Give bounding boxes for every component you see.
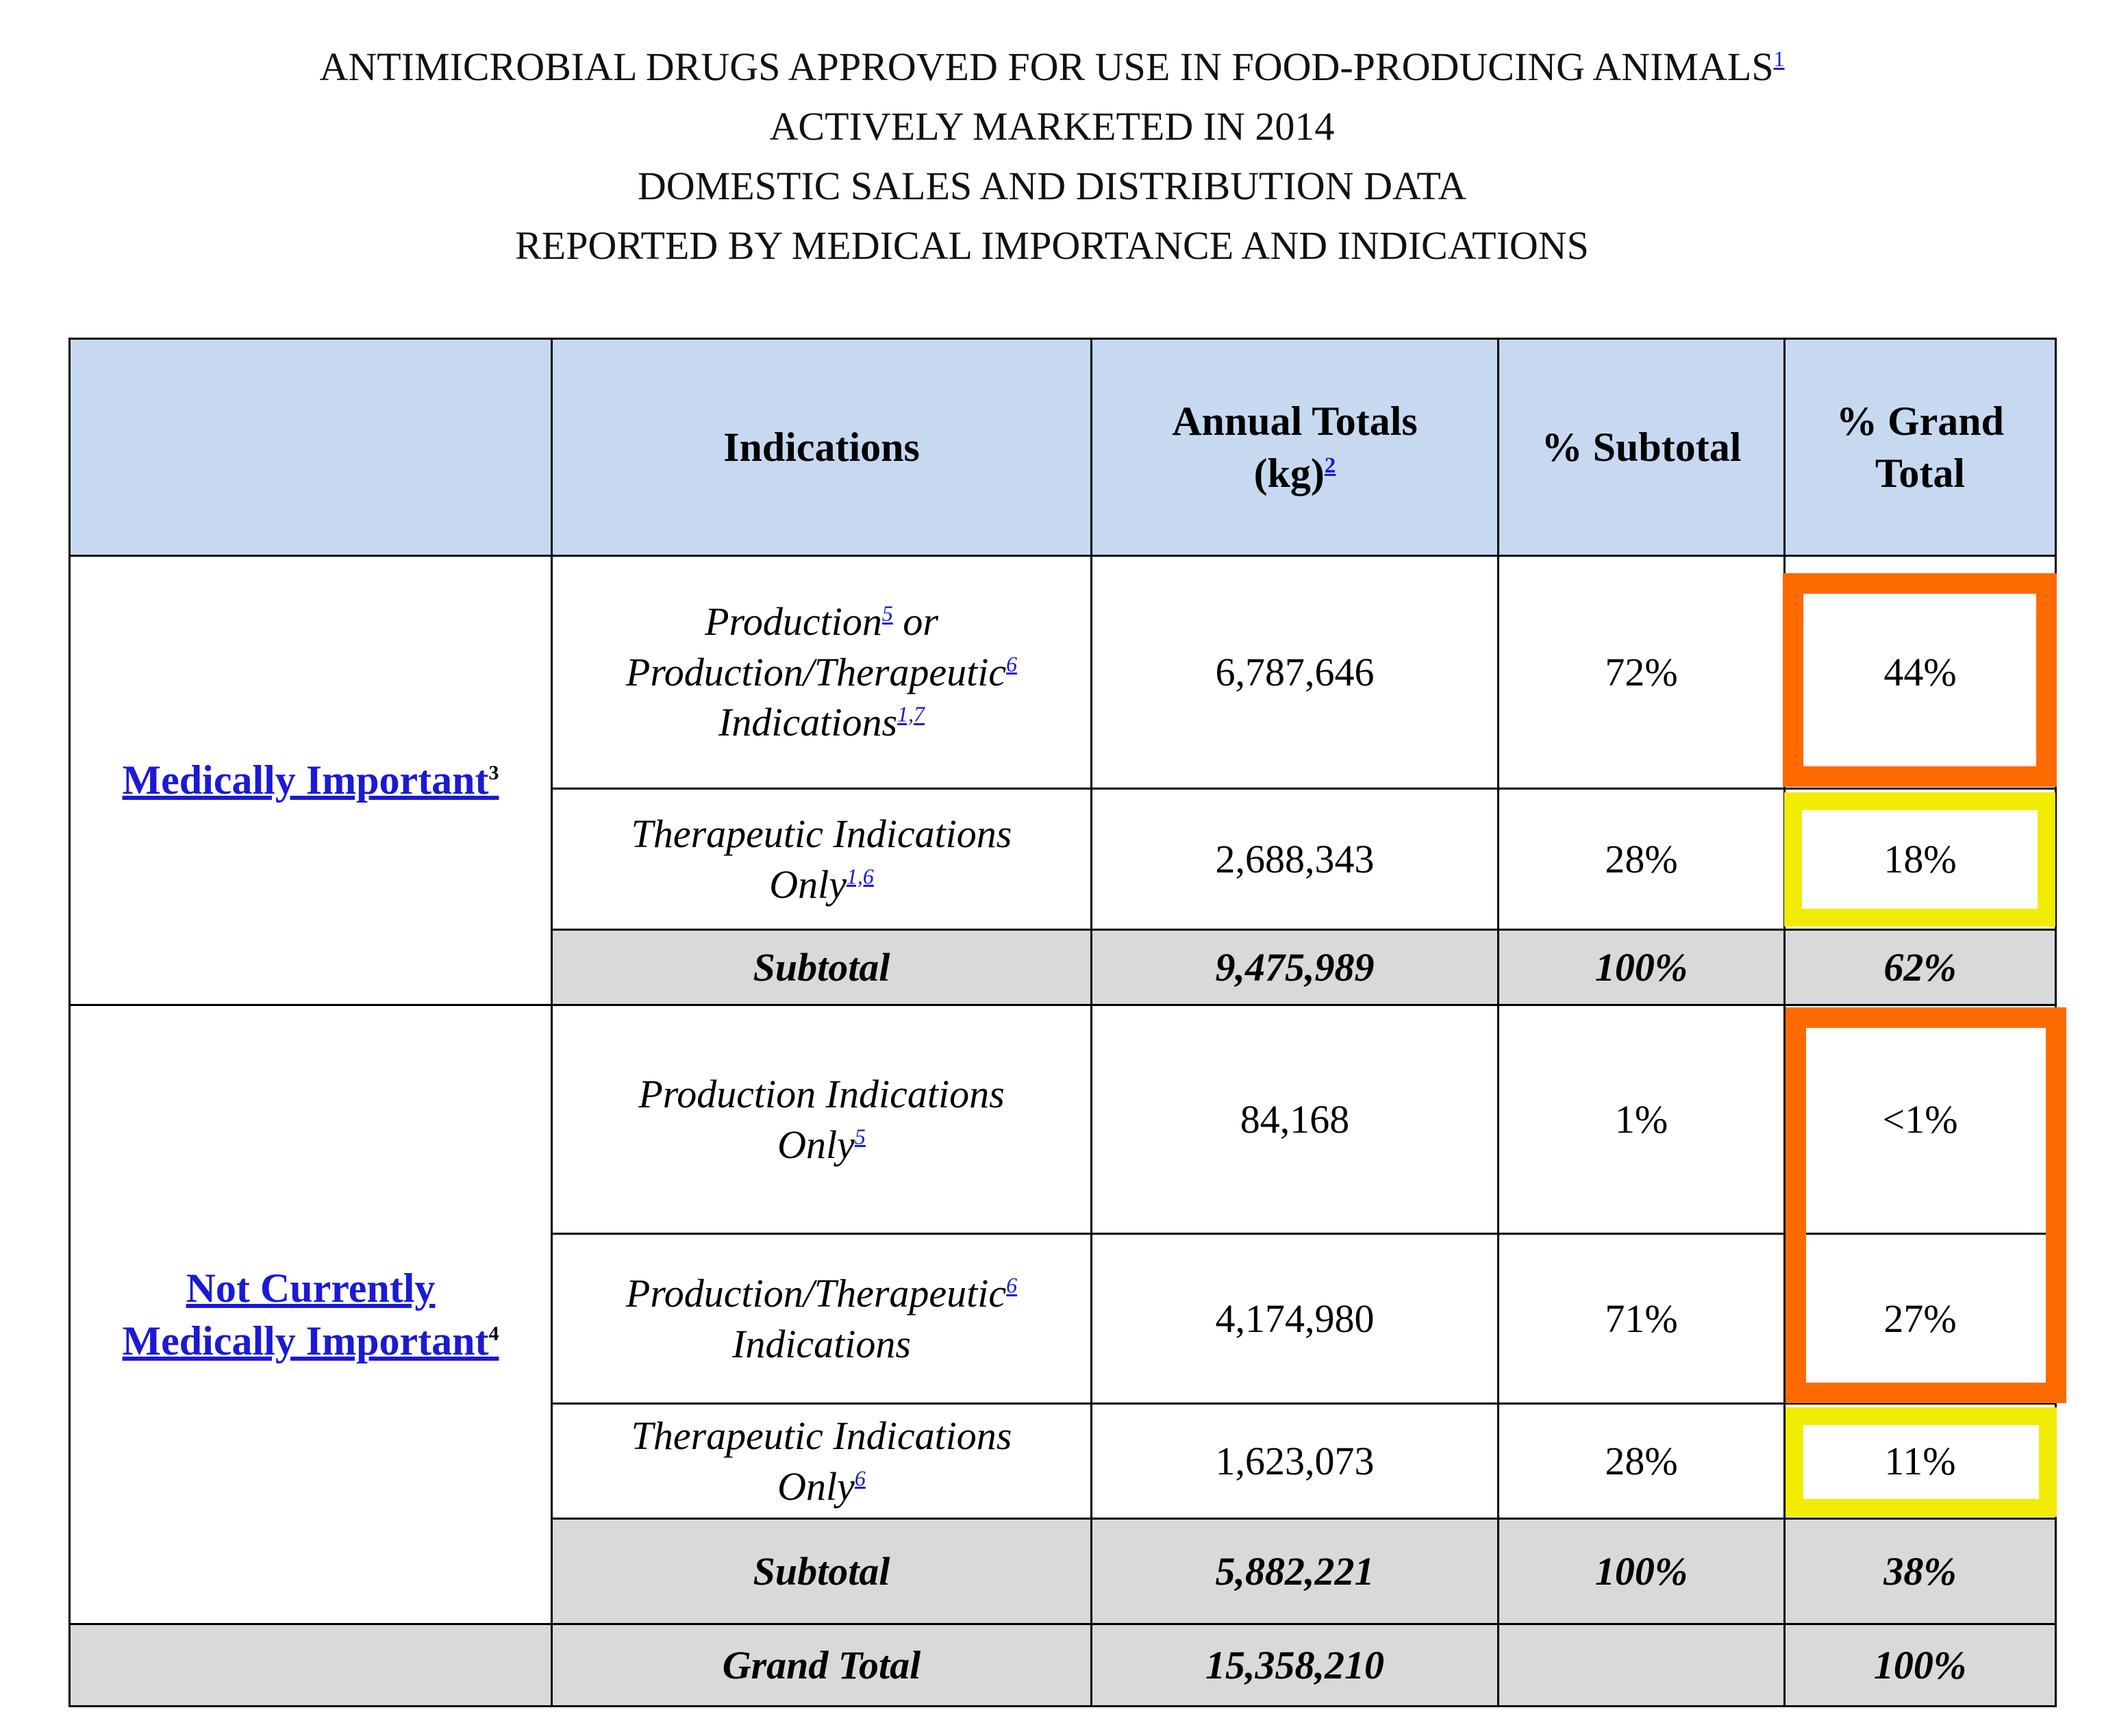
indication-cell: Therapeutic Indications Only$^{1,6}$ <box>552 789 1092 930</box>
header-pct-subtotal: % Subtotal <box>1499 339 1785 556</box>
pct-subtotal-cell: 28% <box>1499 1404 1785 1519</box>
footnote-link[interactable]: 5 <box>881 601 893 626</box>
grand-total-label: Grand Total <box>552 1624 1092 1707</box>
sales-table <box>68 338 2057 1707</box>
pct-grand-total-cell: 18% <box>1785 789 2056 930</box>
subtotal-annual: 5,882,221 <box>1092 1519 1499 1624</box>
group-not-medically-important[interactable]: Not Currently Medically Important$^4$ <box>70 1005 552 1624</box>
header-annual-totals: Annual Totals (kg)$^2$ <box>1092 339 1499 556</box>
indication-cell: Production$^5$ or Production/Therapeutic$^6$ Indications$^{1,7}$ <box>552 556 1092 789</box>
grand-total-row <box>70 1624 2056 1707</box>
pct-grand-total-cell: 44% <box>1785 556 2056 789</box>
title-line-2: ACTIVELY MARKETED IN 2014 <box>769 104 1335 149</box>
title-line-3: DOMESTIC SALES AND DISTRIBUTION DATA <box>637 164 1467 208</box>
grand-total-pct-sub <box>1499 1624 1785 1707</box>
document-title <box>0 37 2104 275</box>
table-row <box>70 556 2056 789</box>
header-blank-cell <box>70 339 552 556</box>
grand-total-pct-grand: 100% <box>1785 1624 2056 1707</box>
table-header-row <box>70 339 2056 556</box>
pct-grand-total-cell: <1% <box>1785 1005 2056 1234</box>
pct-subtotal-cell: 28% <box>1499 789 1785 930</box>
title-line-1: ANTIMICROBIAL DRUGS APPROVED FOR USE IN FOOD-PRODUCING ANIMALS$^1$ <box>319 45 1785 89</box>
table-row <box>70 1005 2056 1234</box>
pct-subtotal-cell: 1% <box>1499 1005 1785 1234</box>
pct-grand-total-cell: 11% <box>1785 1404 2056 1519</box>
annual-total-cell: 1,623,073 <box>1092 1404 1499 1519</box>
header-indications: Indications <box>552 339 1092 556</box>
footnote-link[interactable]: 1 <box>1773 47 1785 71</box>
subtotal-pct-grand: 62% <box>1785 930 2056 1005</box>
grand-total-annual: 15,358,210 <box>1092 1624 1499 1707</box>
subtotal-pct-sub: 100% <box>1499 930 1785 1005</box>
annual-total-cell: 6,787,646 <box>1092 556 1499 789</box>
subtotal-label: Subtotal <box>552 1519 1092 1624</box>
subtotal-pct-sub: 100% <box>1499 1519 1785 1624</box>
annual-total-cell: 2,688,343 <box>1092 789 1499 930</box>
header-pct-grand-total: % Grand Total <box>1785 339 2056 556</box>
group-medically-important[interactable]: Medically Important$^3$ <box>70 556 552 1005</box>
footnote-link[interactable]: 2 <box>1324 453 1336 478</box>
subtotal-pct-grand: 38% <box>1785 1519 2056 1624</box>
indication-cell: Production/Therapeutic$^6$ Indications <box>552 1234 1092 1404</box>
pct-subtotal-cell: 72% <box>1499 556 1785 789</box>
footnote-link[interactable]: 6 <box>1006 652 1018 677</box>
footnote-link[interactable]: 1,6 <box>846 864 874 889</box>
grand-total-blank-cell <box>70 1624 552 1707</box>
footnote-link[interactable]: 6 <box>854 1466 866 1491</box>
title-line-4: REPORTED BY MEDICAL IMPORTANCE AND INDICATIONS <box>515 223 1589 268</box>
pct-grand-total-cell: 27% <box>1785 1234 2056 1404</box>
indication-cell: Production Indications Only$^5$ <box>552 1005 1092 1234</box>
pct-subtotal-cell: 71% <box>1499 1234 1785 1404</box>
footnote-link[interactable]: 5 <box>854 1124 866 1149</box>
annual-total-cell: 4,174,980 <box>1092 1234 1499 1404</box>
annual-total-cell: 84,168 <box>1092 1005 1499 1234</box>
subtotal-label: Subtotal <box>552 930 1092 1005</box>
subtotal-annual: 9,475,989 <box>1092 930 1499 1005</box>
footnote-link[interactable]: 6 <box>1006 1273 1018 1298</box>
indication-cell: Therapeutic Indications Only$^6$ <box>552 1404 1092 1519</box>
footnote-link[interactable]: 1,7 <box>897 703 925 727</box>
